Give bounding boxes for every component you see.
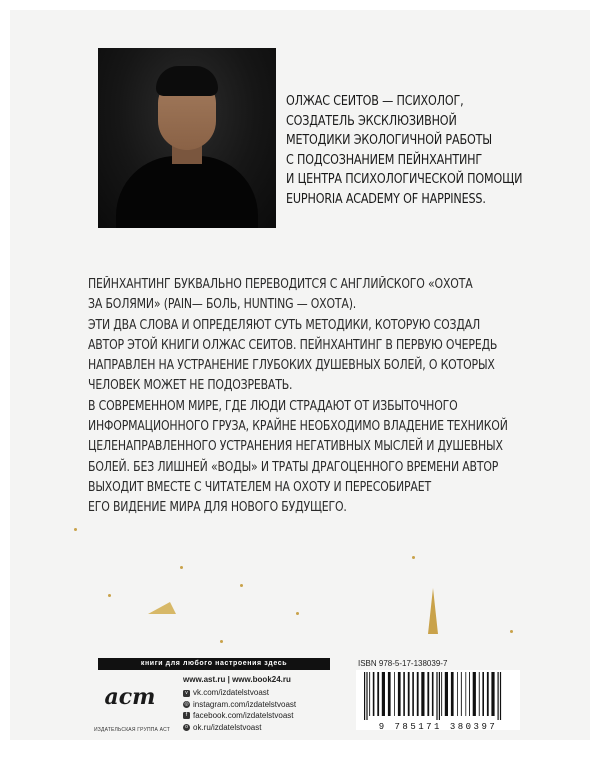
contact-facebook[interactable] (183, 710, 343, 721)
author-bio-line: СОЗДАТЕЛЬ ЭКСКЛЮЗИВНОЙ (286, 113, 457, 129)
description-line: ВЫХОДИТ ВМЕСТЕ С ЧИТАТЕЛЕМ НА ОХОТУ И ПЕРЕСОБИРАЕТ (88, 479, 431, 495)
barcode-bar (439, 672, 440, 720)
barcode-bar (487, 672, 489, 716)
publisher-logo (102, 680, 158, 726)
barcode-bar (417, 672, 419, 716)
barcode-bar (403, 672, 405, 716)
barcode-bar (369, 672, 370, 716)
contact-ok[interactable] (183, 722, 343, 733)
barcode-bar (441, 672, 442, 716)
barcode-bar (366, 672, 367, 720)
gold-shard (148, 602, 176, 614)
publisher-logo-text: аст (104, 684, 156, 710)
gold-sparkle (180, 566, 183, 569)
barcode-bar (394, 672, 395, 716)
gold-sparkle (74, 528, 77, 531)
instagram-icon: ◎ (184, 701, 189, 708)
barcode-bar (436, 672, 437, 720)
gold-sparkle (108, 594, 111, 597)
author-bio-line: EUPHORIA ACADEMY OF HAPPINESS. (286, 191, 486, 207)
contact-facebook-text[interactable]: facebook.com/izdatelstvoast (193, 711, 294, 721)
book-description (88, 275, 558, 519)
barcode-bar (491, 672, 494, 716)
author-bio-line: С ПОДСОЗНАНИЕМ ПЕЙНХАНТИНГ (286, 152, 483, 168)
gold-sparkle (412, 556, 415, 559)
back-cover (10, 10, 590, 740)
publisher-websites[interactable]: www.ast.ru | www.book24.ru (183, 675, 291, 684)
barcode-bar (364, 672, 365, 720)
description-line: ПЕЙНХАНТИНГ БУКВАЛЬНО ПЕРЕВОДИТСЯ С АНГЛИЙСКОГО «ОХОТА (88, 277, 473, 292)
contact-ok-text[interactable]: ok.ru/izdatelstvoast (193, 722, 262, 732)
barcode-bar (377, 672, 379, 716)
description-line: АВТОР ЭТОЙ КНИГИ ОЛЖАС СЕИТОВ. ПЕЙНХАНТИНГ В ПЕРВУЮ ОЧЕРЕДЬ (88, 337, 498, 353)
gold-sparkle (240, 584, 243, 587)
barcode-bar (482, 672, 484, 716)
barcode-bar (500, 672, 501, 720)
facebook-icon: f (183, 712, 190, 719)
description-line: ЦЕЛЕНАПРАВЛЕННОГО УСТРАНЕНИЯ НЕГАТИВНЫХ МЫСЛЕЙ И ДУШЕВНЫХ (88, 439, 503, 455)
barcode-bar (451, 672, 454, 716)
contact-vk-text[interactable]: vk.com/izdatelstvoast (193, 688, 270, 698)
author-bio-line: МЕТОДИКИ ЭКОЛОГИЧНОЙ РАБОТЫ (286, 133, 492, 148)
isbn: ISBN 978-5-17-138039-7 (358, 659, 448, 668)
barcode-bar (432, 672, 434, 716)
barcode-bar (461, 672, 462, 716)
description-line: ЧЕЛОВЕК МОЖЕТ НЕ ПОДОЗРЕВАТЬ. (88, 378, 293, 394)
contact-vk[interactable] (183, 687, 343, 698)
gold-shard (428, 588, 438, 634)
author-bio (286, 92, 544, 209)
vk-icon: v (183, 690, 190, 697)
barcode-bar (465, 672, 466, 716)
description-line: В СОВРЕМЕННОМ МИРЕ, ГДЕ ЛЮДИ СТРАДАЮТ ОТ ИЗБЫТОЧНОГО (88, 398, 458, 414)
description-line: ЭТИ ДВА СЛОВА И ОПРЕДЕЛЯЮТ СУТЬ МЕТОДИКИ, КОТОРУЮ СОЗДАЛ (88, 317, 481, 333)
barcode-bar (421, 672, 424, 716)
barcode-bars (356, 670, 520, 722)
barcode-bar (408, 672, 410, 716)
barcode-bar (473, 672, 476, 716)
author-bio-line: ОЛЖАС СЕИТОВ — ПСИХОЛОГ, (286, 94, 464, 109)
description-line: БОЛЕЙ. БЕЗ ЛИШНЕЙ «ВОДЫ» И ТРАТЫ ДРАГОЦЕННОГО ВРЕМЕНИ АВТОР (88, 459, 499, 475)
publisher-contacts (183, 674, 343, 733)
barcode-bar (398, 672, 401, 716)
gold-sparkle (220, 640, 223, 643)
publisher-tagline: книги для любого настроения здесь (98, 658, 330, 670)
barcode-bar (412, 672, 414, 716)
barcode-bar (479, 672, 480, 716)
contact-instagram[interactable] (183, 699, 343, 710)
barcode-bar (445, 672, 448, 716)
barcode-bar (469, 672, 470, 716)
description-line: ЕГО ВИДЕНИЕ МИРА ДЛЯ НОВОГО БУДУЩЕГО. (88, 500, 347, 516)
barcode-bar (427, 672, 429, 716)
author-bio-line: И ЦЕНТРА ПСИХОЛОГИЧЕСКОЙ ПОМОЩИ (286, 172, 523, 187)
description-line: ИНФОРМАЦИОННОГО ГРУЗА, КРАЙНЕ НЕОБХОДИМО ВЛАДЕНИЕ ТЕХНИКОЙ (88, 419, 508, 435)
author-shirt (116, 156, 258, 228)
publisher-name: ИЗДАТЕЛЬСКАЯ ГРУППА АСТ (94, 727, 170, 733)
description-line: НАПРАВЛЕН НА УСТРАНЕНИЕ ГЛУБОКИХ ДУШЕВНЫХ БОЛЕЙ, О КОТОРЫХ (88, 358, 495, 374)
author-photo (98, 48, 276, 228)
barcode (356, 670, 520, 730)
barcode-bar (373, 672, 375, 716)
barcode-bar (388, 672, 391, 716)
barcode-bar (498, 672, 499, 720)
description-line: ЗА БОЛЯМИ» (PAIN— БОЛЬ, HUNTING — ОХОТА). (88, 297, 357, 313)
gold-sparkle (296, 612, 299, 615)
author-hair (156, 66, 218, 96)
barcode-bar (382, 672, 385, 716)
contact-instagram-text[interactable]: instagram.com/izdatelstvoast (193, 699, 297, 709)
barcode-bar (457, 672, 458, 716)
ok-icon: o (183, 724, 190, 731)
barcode-digits: 9 785171 380397 (378, 722, 498, 732)
gold-sparkle (510, 630, 513, 633)
